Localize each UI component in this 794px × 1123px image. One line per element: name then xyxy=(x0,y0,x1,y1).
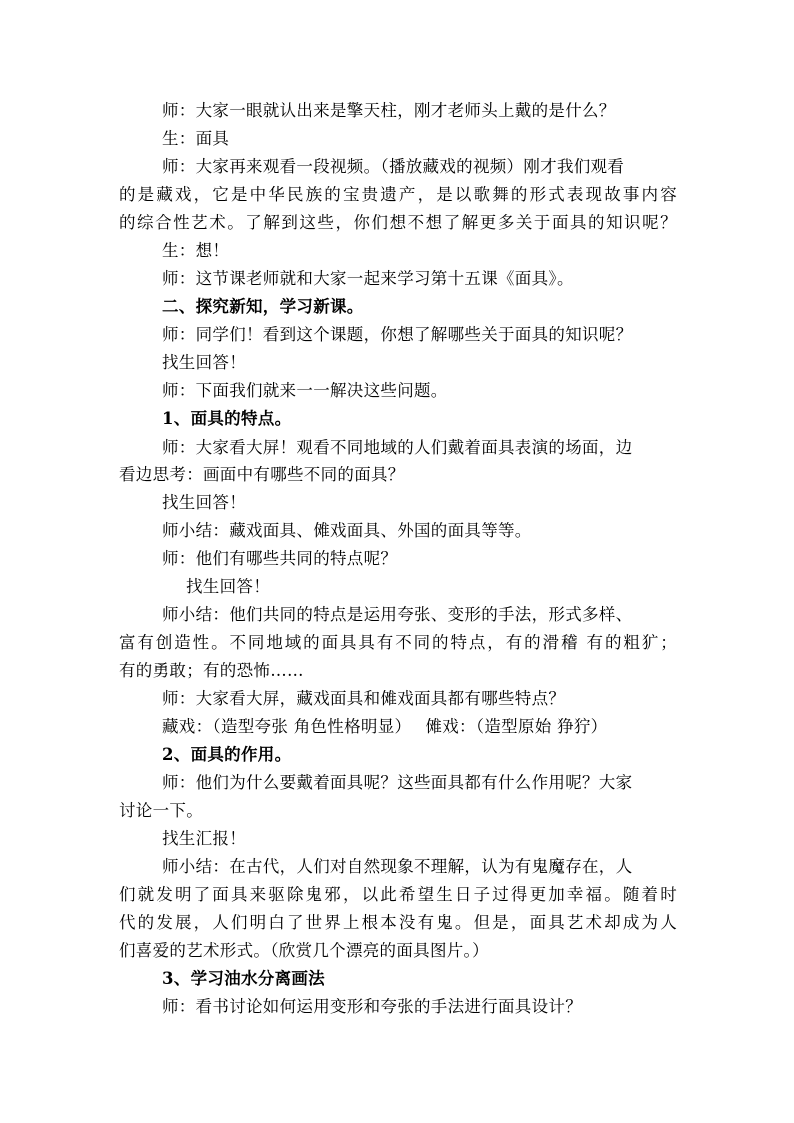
paragraph-line: 看边思考：画面中有哪些不同的面具？ xyxy=(119,465,405,484)
paragraph-line: 藏戏：（造型夸张 角色性格明显） 傩戏：（造型原始 狰狞） xyxy=(162,717,608,736)
paragraph-line: 师小结：他们共同的特点是运用夸张、变形的手法，形式多样、 xyxy=(162,605,633,624)
paragraph-line: 生：面具 xyxy=(162,129,230,148)
paragraph-line: 师：大家一眼就认出来是擎天柱，刚才老师头上戴的是什么？ xyxy=(162,101,616,120)
paragraph-line: 讨论一下。 xyxy=(119,801,203,820)
paragraph-line: 代的发展，人们明白了世界上根本没有鬼。但是，面具艺术却成为人 xyxy=(119,913,677,932)
subsection-heading: 2、面具的作用。 xyxy=(162,745,292,764)
paragraph-line: 找生回答！ xyxy=(162,353,246,372)
paragraph-line: 找生回答！ xyxy=(186,577,270,596)
paragraph-line: 师小结：藏戏面具、傩戏面具、外国的面具等等。 xyxy=(162,521,532,540)
paragraph-line: 们喜爱的艺术形式。（欣赏几个漂亮的面具图片。） xyxy=(119,941,489,960)
subsection-heading: 1、面具的特点。 xyxy=(162,409,292,428)
paragraph-line: 生：想！ xyxy=(162,241,230,260)
paragraph-line: 的是藏戏，它是中华民族的宝贵遗产，是以歌舞的形式表现故事内容 xyxy=(119,185,677,204)
paragraph-line: 富有创造性。不同地域的面具具有不同的特点，有的滑稽 有的粗犷； xyxy=(119,633,677,652)
paragraph-line: 师：他们有哪些共同的特点呢？ xyxy=(162,549,398,568)
paragraph-line: 师：大家再来观看一段视频。（播放藏戏的视频）刚才我们观看 xyxy=(162,157,625,176)
paragraph-line: 的综合性艺术。了解到这些，你们想不想了解更多关于面具的知识呢？ xyxy=(119,213,677,232)
paragraph-line: 们就发明了面具来驱除鬼邪，以此希望生日子过得更加幸福。随着时 xyxy=(119,885,677,904)
paragraph-line: 师：大家看大屏，藏戏面具和傩戏面具都有哪些特点？ xyxy=(162,689,566,708)
paragraph-line: 有的勇敢；有的恐怖…… xyxy=(119,661,304,680)
section-heading: 二、探究新知，学习新课。 xyxy=(162,297,364,316)
paragraph-line: 师：他们为什么要戴着面具呢？这些面具都有什么作用呢？大家 xyxy=(162,773,633,792)
paragraph-line: 师：大家看大屏！观看不同地域的人们戴着面具表演的场面，边 xyxy=(162,438,633,457)
paragraph-line: 师：下面我们就来一一解决这些问题。 xyxy=(162,381,448,400)
paragraph-line: 找生汇报！ xyxy=(162,829,246,848)
paragraph-line: 师小结：在古代，人们对自然现象不理解，认为有鬼魔存在，人 xyxy=(162,857,633,876)
paragraph-line: 师：看书讨论如何运用变形和夸张的手法进行面具设计？ xyxy=(162,997,582,1016)
paragraph-line: 找生回答！ xyxy=(162,493,246,512)
paragraph-line: 师：同学们！看到这个课题，你想了解哪些关于面具的知识呢？ xyxy=(162,325,633,344)
paragraph-line: 师：这节课老师就和大家一起来学习第十五课《面具》。 xyxy=(162,269,574,288)
subsection-heading: 3、学习油水分离画法 xyxy=(162,969,325,988)
